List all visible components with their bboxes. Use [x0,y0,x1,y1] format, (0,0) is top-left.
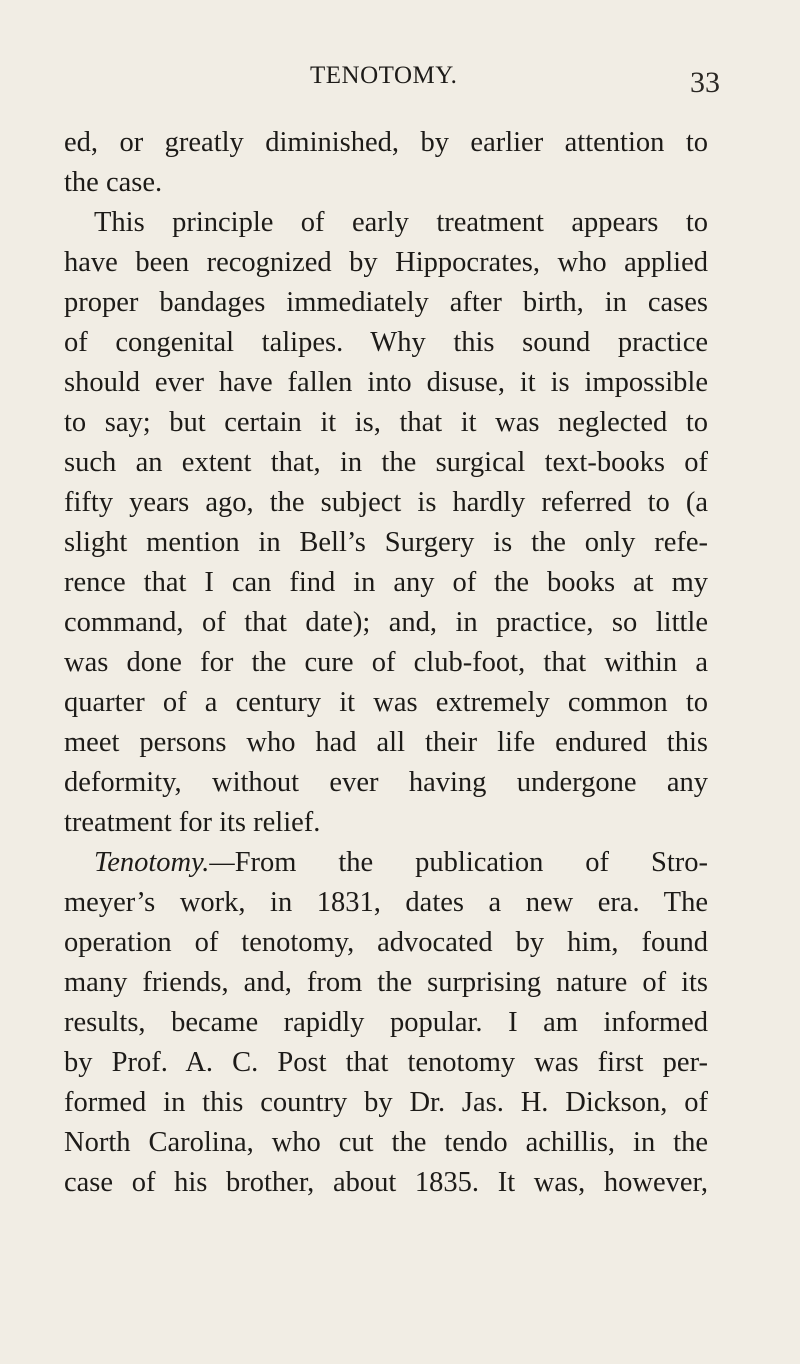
text-line: operation of tenotomy, advocated by him, found [64,927,708,958]
text-line-content: From the publication of Stro- [234,847,708,878]
text-line: have been recognized by Hippocrates, who applied [64,247,708,278]
text-line: treatment for its relief. [64,807,321,838]
body-text [64,123,708,1203]
text-line: fifty years ago, the subject is hardly referred to (a [64,487,708,518]
text-line: such an extent that, in the surgical text-books of [64,447,708,478]
text-line: to say; but certain it is, that it was neglected to [64,407,708,438]
text-line: ed, or greatly diminished, by earlier attention to [64,127,708,158]
running-title: TENOTOMY. [310,62,458,89]
text-line: by Prof. A. C. Post that tenotomy was first per- [64,1047,708,1078]
text-line: proper bandages immediately after birth, in cases [64,287,708,318]
text-line: many friends, and, from the surprising nature of its [64,967,708,998]
section-heading: Tenotomy.— [94,847,235,878]
text-line: formed in this country by Dr. Jas. H. Dickson, of [64,1087,708,1118]
running-head [120,62,720,98]
text-line: slight mention in Bell’s Surgery is the only refe- [64,527,708,558]
text-line: should ever have fallen into disuse, it is impossible [64,367,708,398]
text-line: was done for the cure of club-foot, that within a [64,647,708,678]
text-line: deformity, without ever having undergone any [64,767,708,798]
text-line [64,843,708,883]
text-line: meet persons who had all their life endured this [64,727,708,758]
text-line: results, became rapidly popular. I am informed [64,1007,708,1038]
text-line: of congenital talipes. Why this sound practice [64,327,708,358]
text-line: meyer’s work, in 1831, dates a new era. The [64,887,708,918]
text-line: This principle of early treatment appears to [94,207,708,238]
text-line: North Carolina, who cut the tendo achillis, in the [64,1127,708,1158]
text-line: rence that I can find in any of the books at my [64,567,708,598]
page-number: 33 [690,66,720,99]
text-line: the case. [64,167,163,198]
text-line: case of his brother, about 1835. It was, however, [64,1167,708,1198]
text-line: quarter of a century it was extremely common to [64,687,708,718]
text-line: command, of that date); and, in practice, so little [64,607,708,638]
